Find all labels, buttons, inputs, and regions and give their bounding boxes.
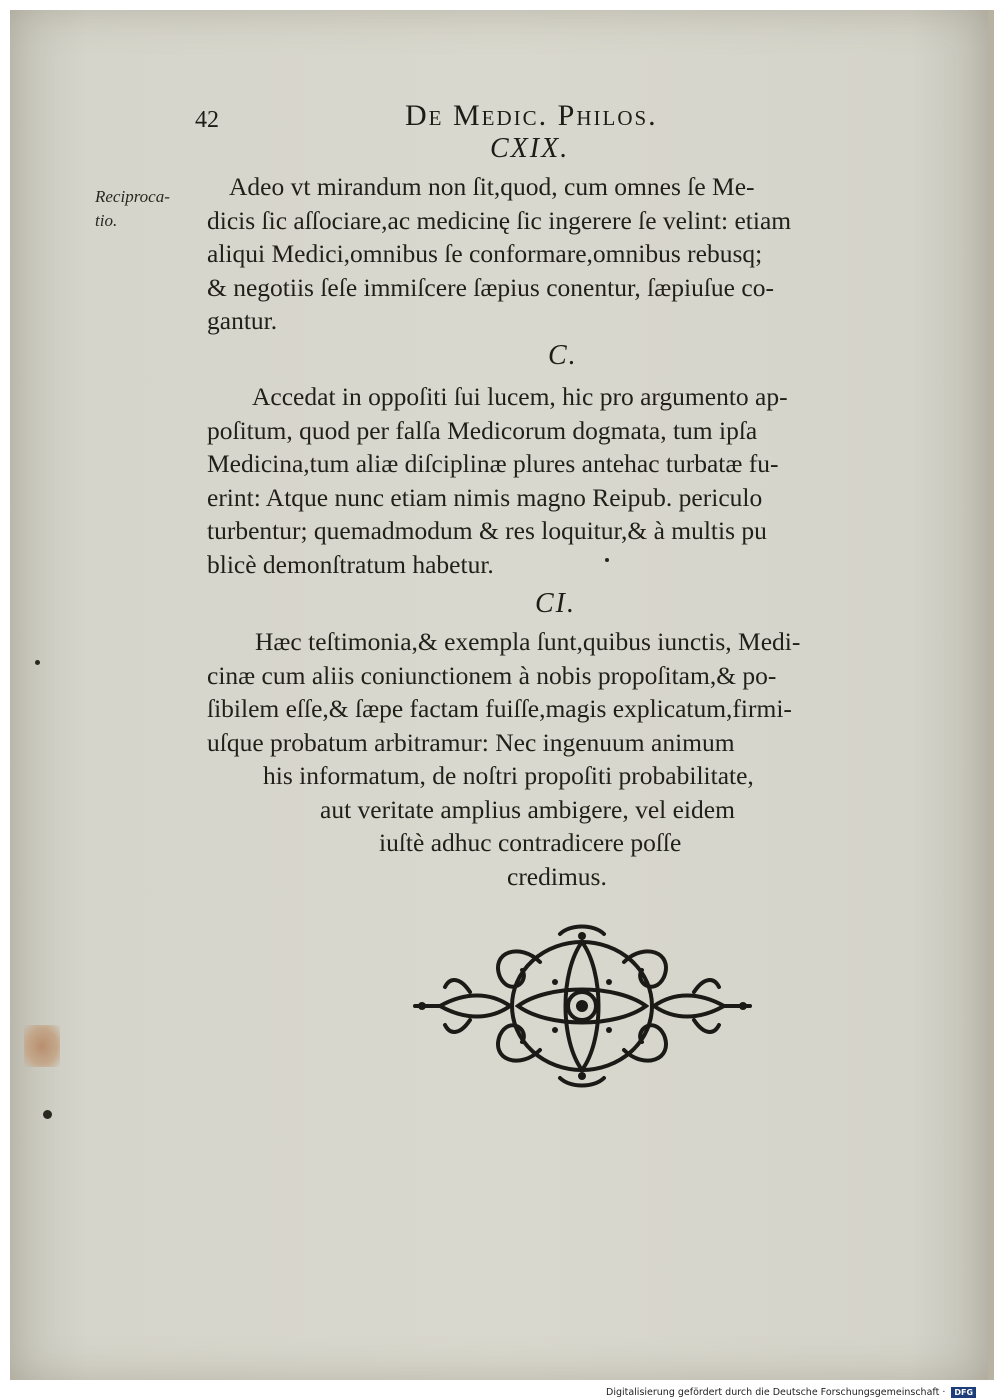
footer-text: Digitalisierung gefördert durch die Deutsche Forschungsgemeinschaft · [606, 1387, 946, 1398]
text-line: Hæc teſtimonia,& exempla ſunt,quibus iunctis, Medi- [255, 627, 801, 656]
text-line: poſitum, quod per falſa Medicorum dogmata, tum ipſa [207, 415, 758, 445]
page-header [195, 95, 775, 135]
text-line: erint: Atque nunc etiam nimis magno Reipub. periculo [207, 482, 763, 512]
text-line: Medicina,tum aliæ diſciplinæ plures antehac turbatæ fu- [207, 449, 779, 478]
page-number: 42 [195, 107, 219, 133]
paper-stain [24, 1025, 60, 1067]
dfg-logo-icon: DFG [951, 1387, 976, 1398]
margin-note-line: tio. [95, 211, 118, 230]
paragraph [207, 380, 907, 581]
text-line: Adeo vt mirandum non ſit,quod, cum omnes ſe Me- [229, 172, 755, 201]
text-line: dicis ſic aſſociare,ac medicinę ſic ingerere ſe velint: etiam [207, 205, 792, 235]
running-head: De Medic. Philos. [405, 99, 658, 132]
text-line: & negotiis ſeſe immiſcere ſæpius conentur, ſæpiuſue co- [207, 272, 774, 302]
ink-speck [35, 660, 40, 665]
paragraph [207, 625, 907, 893]
text-line: aut veritate amplius ambigere, vel eidem [320, 794, 735, 824]
margin-note [95, 185, 205, 233]
ink-speck [43, 1110, 52, 1119]
text-line: turbentur; quemadmodum & res loquitur,& à multis pu [207, 516, 767, 545]
text-line: cinæ cum aliis coniunctionem à nobis propoſitam,& po- [207, 660, 777, 690]
text-line: iuſtè adhuc contradicere poſſe [379, 828, 682, 857]
text-line: his informatum, de noſtri propoſiti probabilitate, [263, 761, 754, 790]
text-line: gantur. [207, 306, 278, 335]
text-line: Accedat in oppoſiti ſui lucem, hic pro argumento ap- [252, 382, 788, 411]
text-line: credimus. [507, 861, 607, 891]
section-number: C. [548, 340, 578, 371]
text-line: aliqui Medici,omnibus ſe conformare,omnibus rebusq; [207, 239, 763, 268]
text-line: uſque probatum arbitramur: Nec ingenuum animum [207, 727, 735, 757]
digitization-footer [606, 1385, 1000, 1400]
text-line: blicè demonſtratum habetur. [207, 549, 494, 579]
paragraph [207, 170, 907, 338]
section-number: CI. [535, 588, 576, 619]
section-number: CXIX. [490, 133, 570, 164]
printer-ornament-icon [410, 922, 755, 1090]
margin-note-line: Reciproca- [95, 187, 170, 206]
text-line: ſibilem eſſe,& ſæpe factam fuiſſe,magis explicatum,firmi- [207, 694, 792, 723]
